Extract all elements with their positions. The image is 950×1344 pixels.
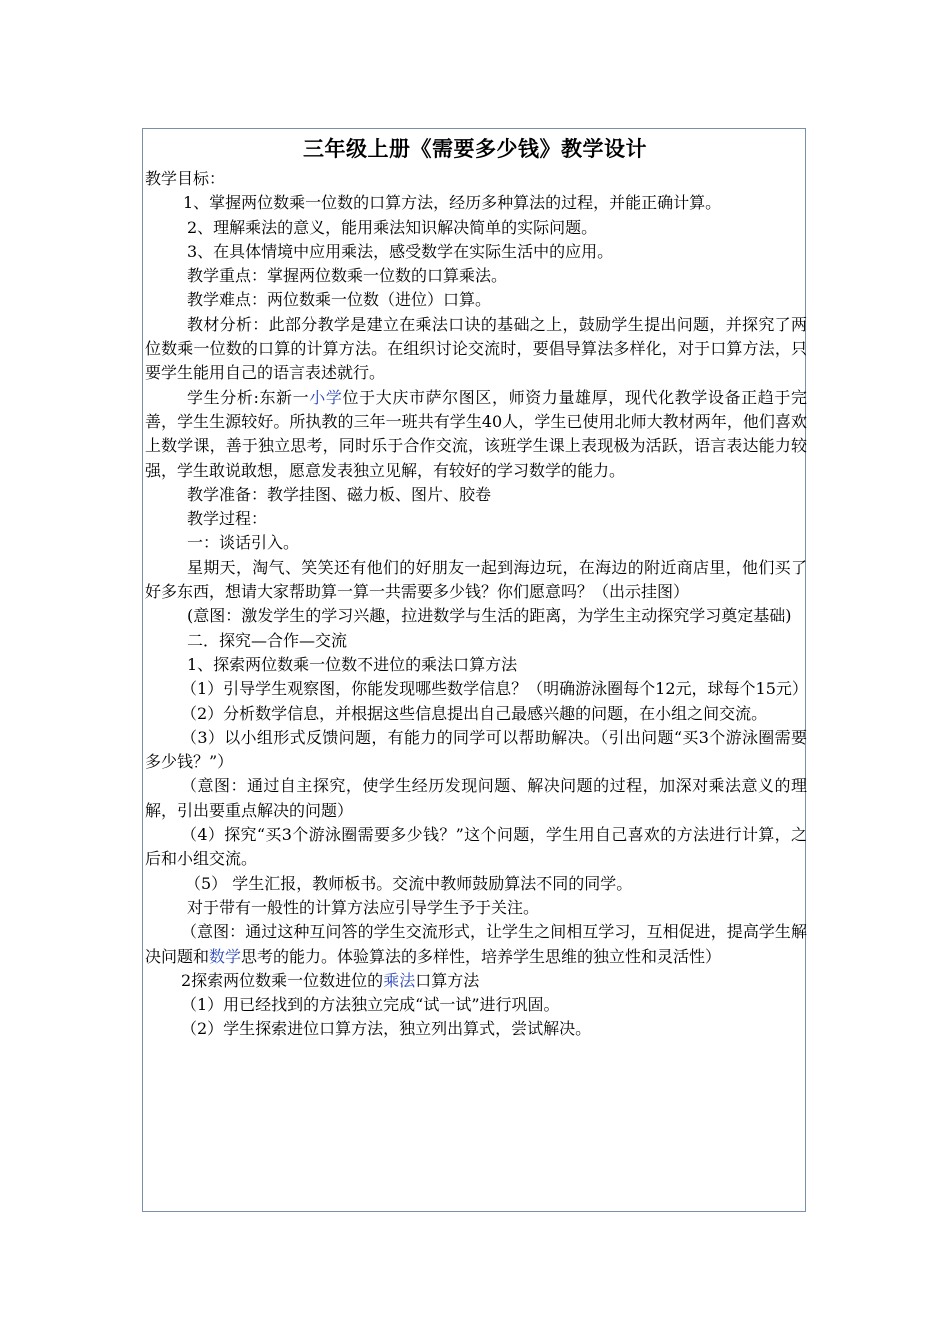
paragraph-objective-3: 3、在具体情境中应用乘法，感受数学在实际生活中的应用。 [187, 241, 614, 261]
paragraph-guidance: 对于带有一般性的计算方法应引导学生予于关注。 [187, 897, 540, 917]
document-body [145, 167, 807, 1042]
paragraph-intent-2: （意图：通过自主探究，使学生经历发现问题、解决问题的过程，加深对乘法意义的理解，引出要重点解决的问题） [145, 776, 807, 820]
paragraph-objective-1: 1、掌握两位数乘一位数的口算方法，经历多种算法的过程，并能正确计算。 [183, 193, 722, 213]
paragraph-sub-step-1: （1）用已经找到的方法独立完成“试一试”进行巩固。 [181, 995, 560, 1015]
paragraph-objective-2: 2、理解乘法的意义，能用乘法知识解决简单的实际问题。 [187, 217, 598, 237]
paragraph-key-point: 教学重点：掌握两位数乘一位数的口算乘法。 [187, 266, 508, 286]
paragraph-subsection-1: 1、探索两位数乘一位数不进位的乘法口算方法 [187, 654, 518, 674]
paragraph-section-2: 二．探究—合作—交流 [187, 630, 348, 650]
paragraph-sub-step-2: （2）学生探索进位口算方法，独立列出算式，尝试解决。 [181, 1019, 592, 1039]
paragraph-step-5: （5） 学生汇报，教师板书。交流中教师鼓励算法不同的同学。 [185, 873, 633, 893]
link-primary-school[interactable]: 小学 [309, 387, 343, 407]
paragraph-intent-3 [145, 920, 807, 969]
paragraph-subsection-2 [145, 969, 807, 993]
paragraph-story: 星期天，淘气、笑笑还有他们的好朋友一起到海边玩，在海边的附近商店里，他们买了好多东西，想请大家帮助算一算一共需要多少钱？你们愿意吗？（出示挂图） [145, 557, 807, 602]
link-multiplication[interactable]: 乘法 [383, 970, 416, 990]
paragraph-step-1: （1）引导学生观察图，你能发现哪些数学信息？（明确游泳圈每个12元，球每个15元） [181, 679, 808, 699]
text-run: 思考的能力。体验算法的多样性，培养学生思维的独立性和灵活性） [241, 946, 722, 966]
paragraph-preparation: 教学准备：教学挂图、磁力板、图片、胶卷 [187, 484, 492, 504]
text-run: （意图：通过这种互问答的学生交流形式，让学生之间相互学习，互相促进，提高学生解决问题和 [145, 922, 807, 966]
paragraph-step-2: （2）分析数学信息，并根据这些信息提出自己最感兴趣的问题，在小组之间交流。 [181, 703, 768, 723]
document-title: 三年级上册《需要多少钱》教学设计 [303, 136, 647, 161]
text-run: 位于大庆市萨尔图区，师资力量雄厚，现代化教学设备正趋于完善，学生生源较好。所执教的三年一班共有学生40人，学生已使用北师大教材两年，他们喜欢上数学课，善于独立思考，同时乐于合作交流，该班学生课上表现极为活跃，语言表达能力较强，学生敢说敢想，愿意发表独立见解，有较好的学习数学的能力。 [145, 387, 807, 480]
text-run: 2探索两位数乘一位数进位的 [181, 970, 384, 990]
link-math[interactable]: 数学 [209, 946, 242, 966]
paragraph-process-heading: 教学过程： [187, 509, 268, 529]
paragraph-step-3: （3）以小组形式反馈问题，有能力的同学可以帮助解决。（引出问题“买3个游泳圈需要多少钱？”） [145, 727, 807, 772]
paragraph-step-4: （4）探究“买3个游泳圈需要多少钱？”这个问题，学生用自己喜欢的方法进行计算，之后和小组交流。 [145, 825, 807, 869]
paragraph-student-analysis [145, 386, 807, 483]
paragraph-section-1: 一：谈话引入。 [187, 533, 300, 553]
paragraph-objectives-heading: 教学目标： [145, 169, 226, 188]
paragraph-difficulty: 教学难点：两位数乘一位数（进位）口算。 [187, 290, 492, 310]
paragraph-intent-1: (意图：激发学生的学习兴趣，拉进数学与生活的距离，为学生主动探究学习奠定基础) [187, 606, 792, 626]
paragraph-material-analysis: 教材分析：此部分教学是建立在乘法口诀的基础之上，鼓励学生提出问题，并探究了两位数乘一位数的口算的计算方法。在组织讨论交流时，要倡导算法多样化，对于口算方法，只要学生能用自己的语言表述就行。 [145, 314, 807, 383]
text-run: 学生分析:东新一 [187, 387, 310, 407]
text-run: 口算方法 [415, 970, 480, 990]
